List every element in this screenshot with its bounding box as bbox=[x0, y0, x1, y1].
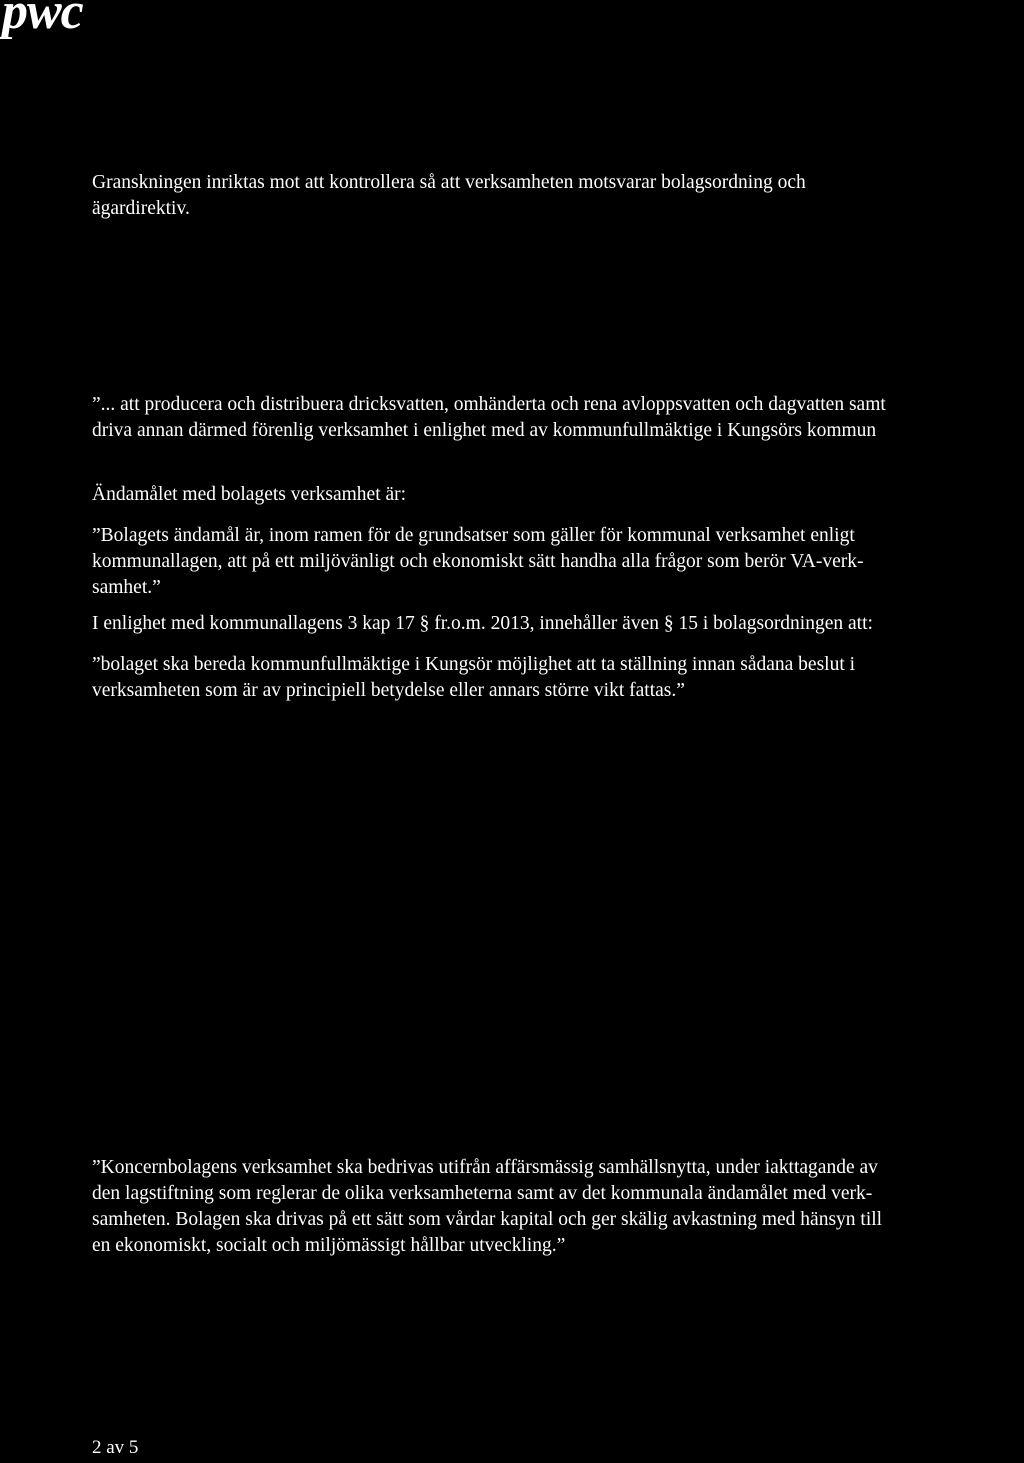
paragraph-council-quote bbox=[92, 652, 1022, 704]
text-line: ”Koncernbolagens verksamhet ska bedrivas utifrån affärsmässig samhällsnytta, under iakttagande av bbox=[92, 1157, 878, 1178]
text-line: Ändamålet med bolagets verksamhet är: bbox=[92, 484, 407, 505]
text-line: driva annan därmed förenlig verksamhet i enlighet med av kommunfullmäktige i Kungsörs kommun bbox=[92, 420, 877, 441]
text-line: samheten. Bolagen ska drivas på ett sätt som vårdar kapital och ger skälig avkastning med hänsyn till bbox=[92, 1209, 883, 1230]
paragraph-group-quote bbox=[92, 1155, 1022, 1259]
paragraph-municipal-law bbox=[92, 611, 1022, 637]
paragraph-purpose-heading bbox=[92, 482, 1022, 508]
text-line: kommunallagen, att på ett miljövänligt och ekonomiskt sätt handha alla frågor som berör VA-verk- bbox=[92, 551, 864, 572]
page-number: 2 av 5 bbox=[92, 1437, 139, 1458]
paragraph-purpose-quote bbox=[92, 392, 1022, 444]
paragraph-scope bbox=[92, 170, 1022, 222]
text-line: en ekonomiskt, socialt och miljömässigt hållbar utveckling.” bbox=[92, 1235, 566, 1256]
text-line: ”bolaget ska bereda kommunfullmäktige i Kungsör möjlighet att ta ställning innan sådana beslut i bbox=[92, 654, 856, 675]
text-line: ägardirektiv. bbox=[92, 198, 190, 219]
text-line: verksamheten som är av principiell betydelse eller annars större vikt fattas.” bbox=[92, 680, 685, 701]
text-line: Granskningen inriktas mot att kontrollera så att verksamheten motsvarar bolagsordning och bbox=[92, 172, 806, 193]
text-line: samhet.” bbox=[92, 577, 161, 598]
text-line: den lagstiftning som reglerar de olika verksamheterna samt av det kommunala ändamålet med verk- bbox=[92, 1183, 873, 1204]
text-line: I enlighet med kommunallagens 3 kap 17 § fr.o.m. 2013, innehåller även § 15 i bolagsordningen att: bbox=[92, 613, 873, 634]
paragraph-purpose-statement bbox=[92, 523, 1022, 601]
pwc-logo: pwc bbox=[2, 0, 83, 40]
text-line: ”... att producera och distribuera dricksvatten, omhänderta och rena avloppsvatten och dagvatten samt bbox=[92, 394, 886, 415]
text-line: ”Bolagets ändamål är, inom ramen för de grundsatser som gäller för kommunal verksamhet enligt bbox=[92, 525, 855, 546]
